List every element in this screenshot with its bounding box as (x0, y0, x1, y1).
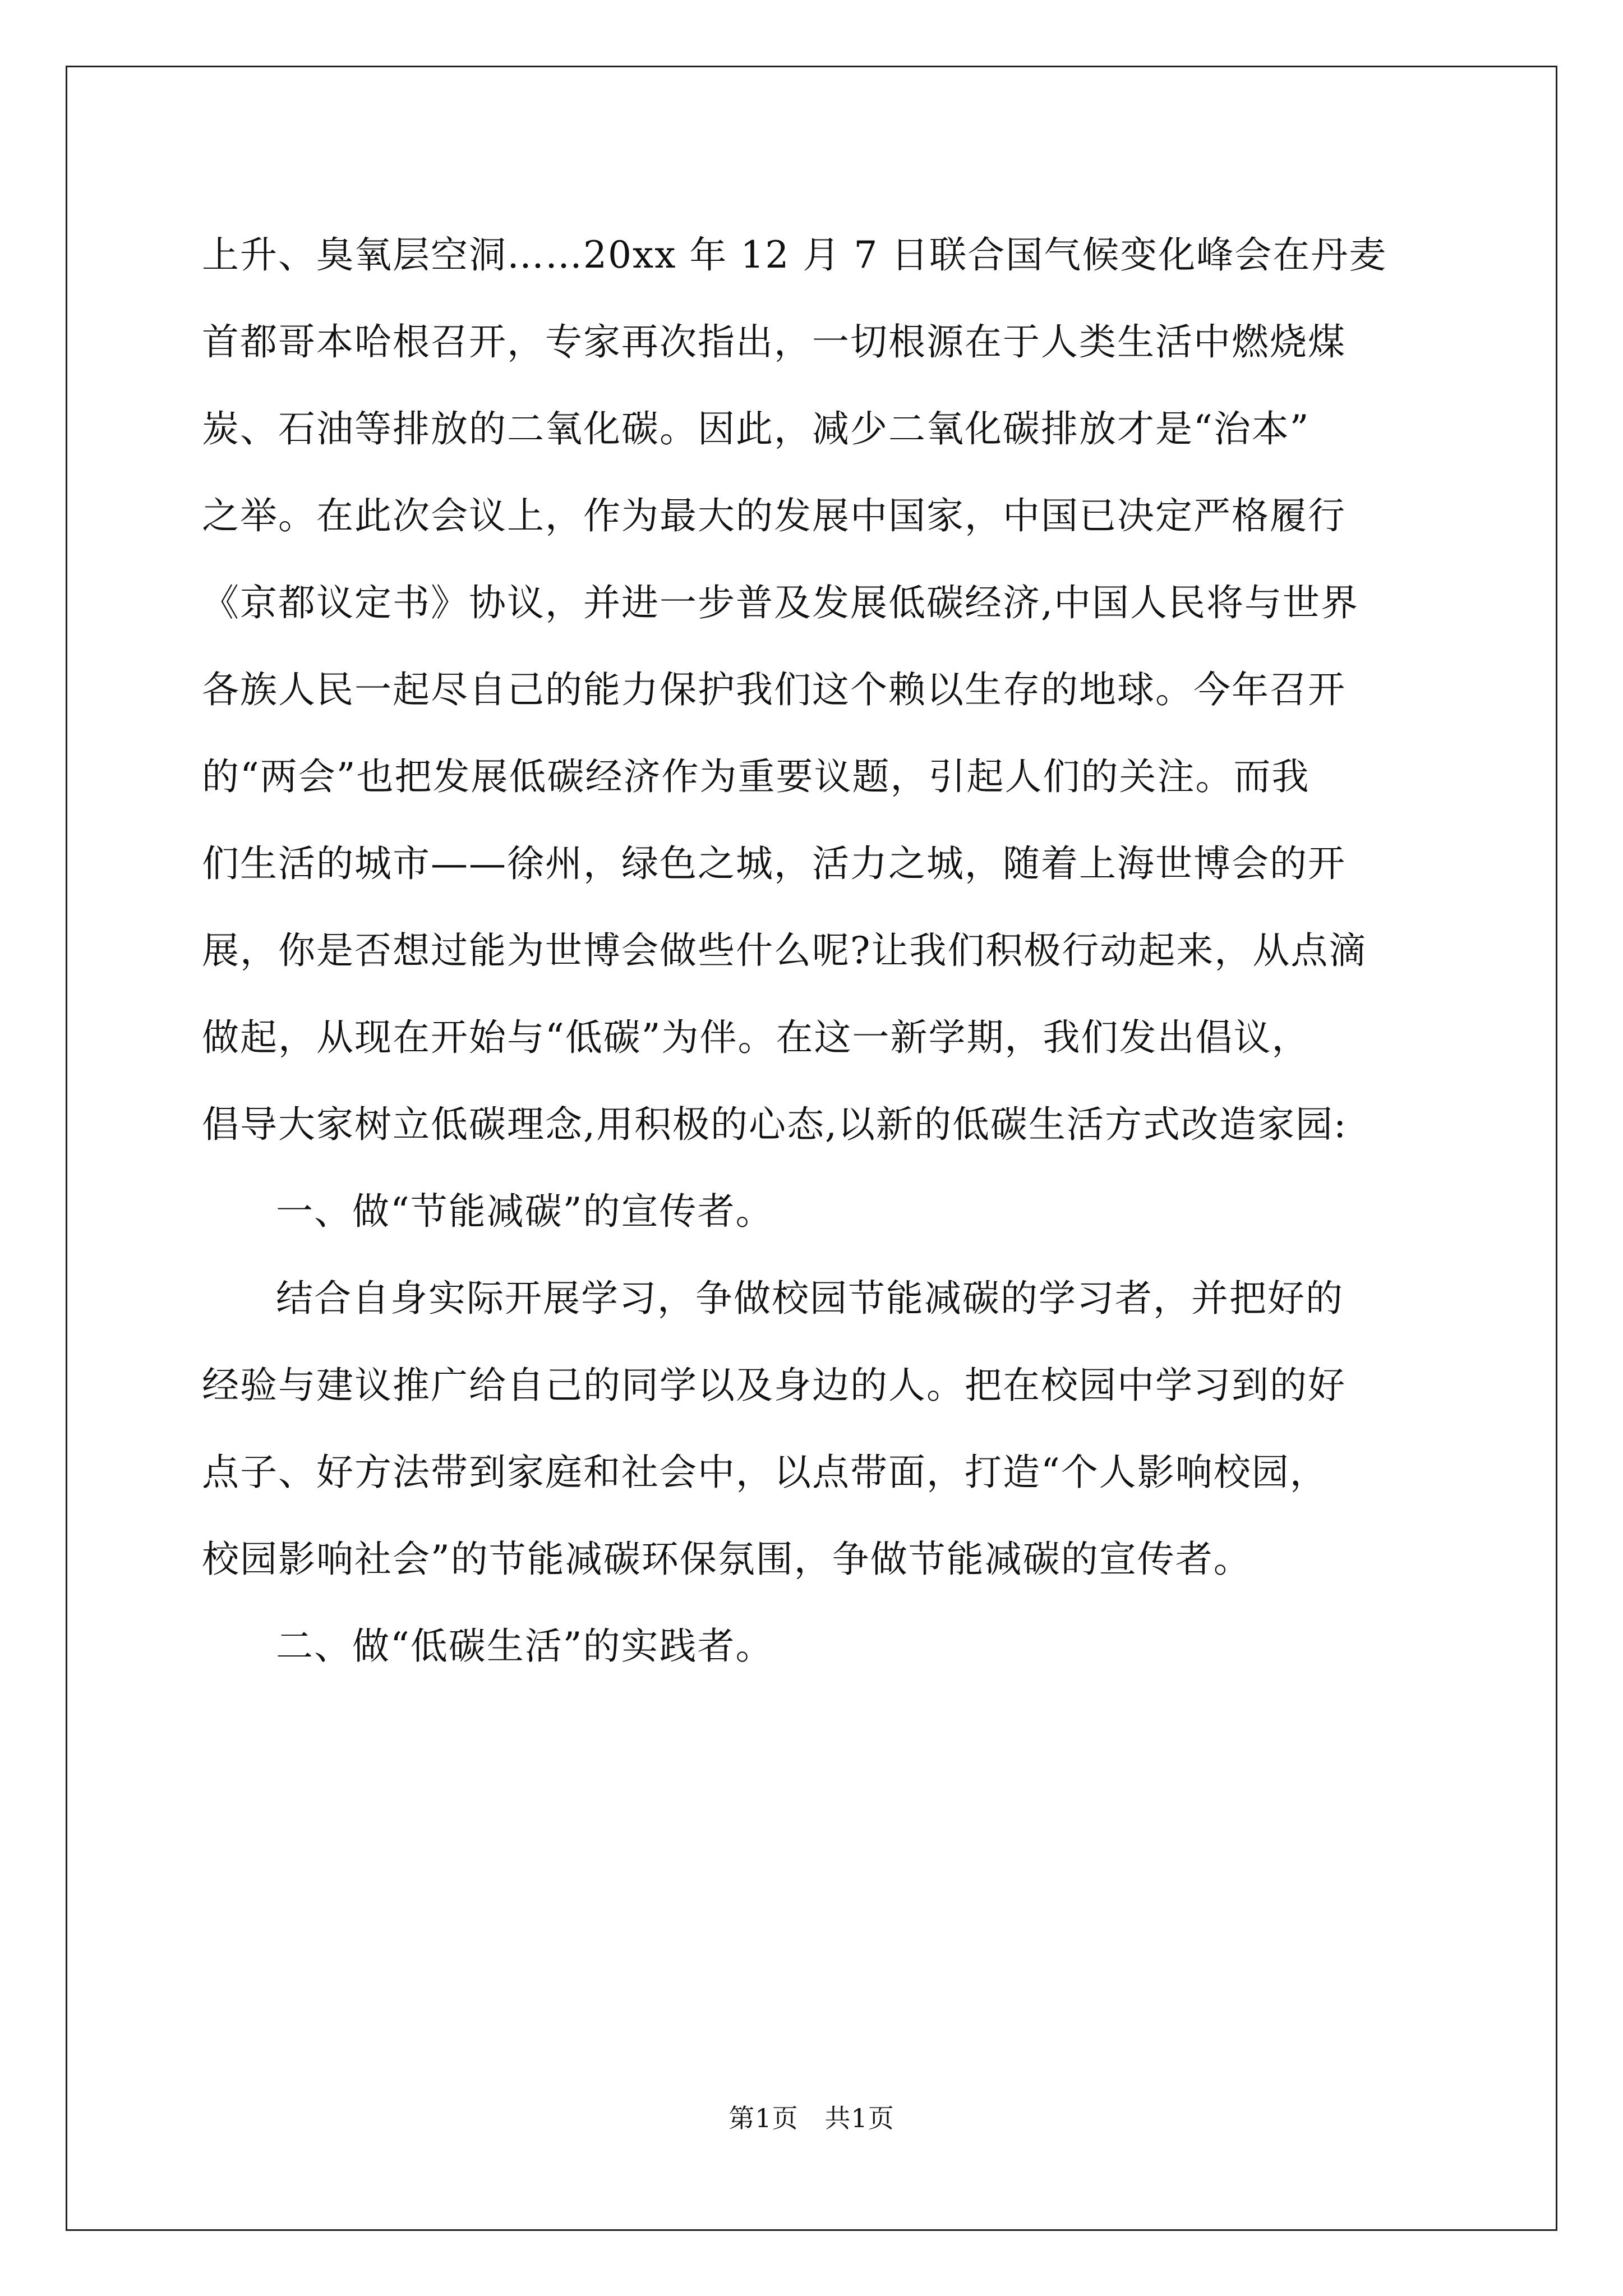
text-line: 展，你是否想过能为世博会做些什么呢?让我们积极行动起来，从点滴 (202, 929, 1367, 972)
text-line: 结合自身实际开展学习，争做校园节能减碳的学习者，并把好的 (276, 1277, 1344, 1320)
section-heading: 一、做“节能减碳”的宣传者。 (276, 1190, 774, 1233)
document-body (202, 211, 1436, 1690)
text-line: 点子、好方法带到家庭和社会中，以点带面，打造“个人影响校园， (202, 1451, 1328, 1494)
text-line: 《京都议定书》协议，并进一步普及发展低碳经济,中国人民将与世界 (202, 581, 1359, 624)
text-line: 各族人民一起尽自己的能力保护我们这个赖以生存的地球。今年召开 (202, 668, 1346, 711)
text-line: 之举。在此次会议上，作为最大的发展中国家，中国已决定严格履行 (202, 494, 1346, 537)
page-footer: 第1页 共1页 (728, 2103, 895, 2133)
text-line: 炭、石油等排放的二氧化碳。因此，减少二氧化碳排放才是“治本” (202, 407, 1310, 450)
text-line: 的“两会”也把发展低碳经济作为重要议题，引起人们的关注。而我 (202, 755, 1310, 798)
text-line: 做起，从现在开始与“低碳”为伴。在这一新学期，我们发出倡议， (202, 1016, 1310, 1059)
section-heading: 二、做“低碳生活”的实践者。 (276, 1625, 774, 1668)
text-line: 首都哥本哈根召开，专家再次指出，一切根源在于人类生活中燃烧煤 (202, 320, 1346, 364)
text-line: 经验与建议推广给自己的同学以及身边的人。把在校园中学习到的好 (202, 1364, 1346, 1407)
text-line: 倡导大家树立低碳理念,用积极的心态,以新的低碳生活方式改造家园: (202, 1103, 1348, 1146)
text-line: 们生活的城市——徐州，绿色之城，活力之城，随着上海世博会的开 (202, 842, 1346, 885)
text-line: 校园影响社会”的节能减碳环保氛围，争做节能减碳的宣传者。 (202, 1538, 1252, 1581)
text-line: 上升、臭氧层空洞……20xx 年 12 月 7 日联合国气候变化峰会在丹麦 (202, 233, 1387, 277)
